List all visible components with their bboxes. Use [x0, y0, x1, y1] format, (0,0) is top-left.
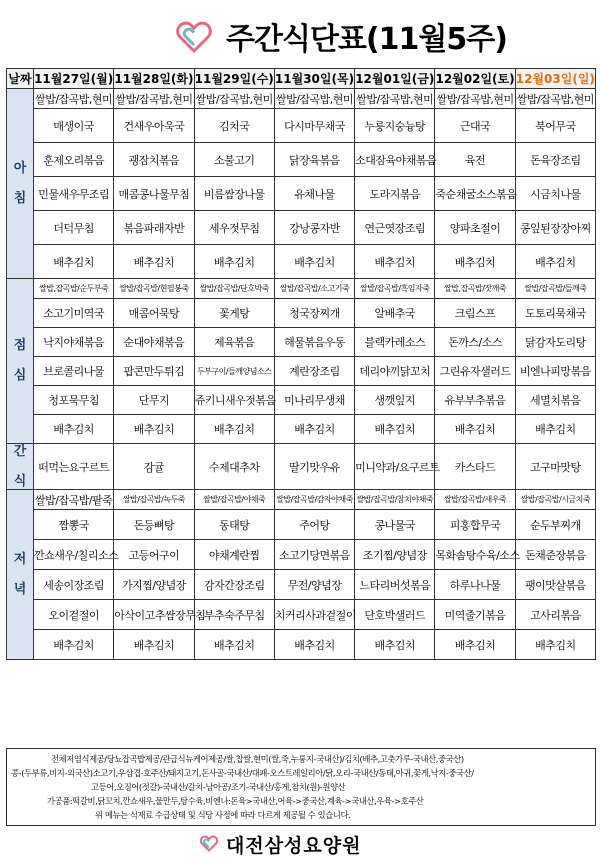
menu-item: 배추김치: [194, 630, 274, 660]
menu-item: 돈등뼈탕: [114, 510, 194, 540]
menu-item: 쌀밥/잡곡밥/흑임자죽: [355, 279, 435, 299]
menu-item: 배추김치: [274, 415, 354, 444]
menu-item: 세송이장조림: [34, 570, 114, 600]
menu-item: 비엔나피망볶음: [515, 357, 595, 386]
menu-item: 더덕무침: [34, 211, 114, 245]
menu-item: 훈제오리볶음: [34, 143, 114, 177]
menu-item: 배추김치: [435, 245, 515, 279]
menu-item: 감귤: [114, 444, 194, 490]
menu-item: 고사리볶음: [515, 600, 595, 630]
menu-item: 죽순채굴소스볶음: [435, 177, 515, 211]
header: [0, 0, 600, 68]
menu-item: 짬뽕국: [34, 510, 114, 540]
menu-item: 알배추국: [355, 299, 435, 328]
menu-item: 비름쌈장나물: [194, 177, 274, 211]
menu-item: 배추김치: [515, 630, 595, 660]
meal-label-char: 녁: [13, 581, 27, 597]
menu-item: 동태탕: [194, 510, 274, 540]
menu-row: [7, 444, 596, 490]
meal-label-breakfast: [7, 89, 34, 279]
menu-row: [7, 279, 596, 299]
menu-item: 배추김치: [355, 415, 435, 444]
menu-item: 부추숙주무침: [194, 600, 274, 630]
menu-item: 연근엿장조림: [355, 211, 435, 245]
menu-item: 쌀밥/잡곡밥/현필봉죽: [114, 279, 194, 299]
date-header: 12월02일(토): [435, 69, 515, 89]
menu-item: 육전: [435, 143, 515, 177]
menu-item: 배추김치: [34, 630, 114, 660]
menu-item: 치커리사과겉절이: [274, 600, 354, 630]
menu-item: 쌀밥/잡곡밥/단호박죽: [194, 279, 274, 299]
menu-item: 소고기미역국: [34, 299, 114, 328]
menu-item: 낙지야채볶음: [34, 328, 114, 357]
menu-item: 민물새우무조림: [34, 177, 114, 211]
menu-item: 콩잎된장장아찌: [515, 211, 595, 245]
date-header: 11월28일(화): [114, 69, 194, 89]
menu-row: [7, 510, 596, 540]
menu-item: 미역줄기볶음: [435, 600, 515, 630]
menu-item: 배추김치: [274, 245, 354, 279]
menu-item: 쌀밥/잡곡밥/시금치죽: [515, 490, 595, 510]
menu-item: 배추김치: [355, 630, 435, 660]
menu-item: 배추김치: [435, 415, 515, 444]
menu-row: [7, 89, 596, 109]
menu-item: 배추김치: [114, 630, 194, 660]
meal-label-char: 식: [13, 473, 27, 489]
menu-item: 돈채준장볶음: [515, 540, 595, 570]
corner-label: 날짜: [7, 69, 34, 89]
menu-row: [7, 211, 596, 245]
menu-item: 배추김치: [515, 415, 595, 444]
menu-item: 그린유자샐러드: [435, 357, 515, 386]
menu-row: [7, 357, 596, 386]
menu-item: 쌀밥/잡곡밥,현미: [34, 89, 114, 109]
menu-item: 팝콘만두튀김: [114, 357, 194, 386]
menu-item: 딸기맛우유: [274, 444, 354, 490]
menu-item: 쌀밥/잡곡밥,현미: [194, 89, 274, 109]
menu-item: 순두부찌개: [515, 510, 595, 540]
menu-row: [7, 109, 596, 143]
menu-item: 피홍합무국: [435, 510, 515, 540]
menu-item: 도토리묵채국: [515, 299, 595, 328]
menu-item: 생깻잎지: [355, 386, 435, 415]
menu-item: 매생이국: [34, 109, 114, 143]
menu-item: 블랙카레소스: [355, 328, 435, 357]
meal-label-char: 침: [13, 190, 27, 206]
menu-item: 다시마무채국: [274, 109, 354, 143]
menu-item: 청국장찌개: [274, 299, 354, 328]
date-header: 12월01일(금): [355, 69, 435, 89]
menu-item: 배추김치: [194, 415, 274, 444]
menu-item: 단무지: [114, 386, 194, 415]
menu-item: 단호박샐러드: [355, 600, 435, 630]
menu-item: 감자간장조림: [194, 570, 274, 600]
menu-item: 데리야끼닭꼬치: [355, 357, 435, 386]
menu-item: 무전/양념장: [274, 570, 354, 600]
menu-item: 배추김치: [34, 415, 114, 444]
meal-label-snack: [7, 444, 34, 490]
menu-row: [7, 143, 596, 177]
menu-item: 해물볶음우동: [274, 328, 354, 357]
menu-row: [7, 177, 596, 211]
menu-item: 야채계란찜: [194, 540, 274, 570]
menu-item: 청포묵무침: [34, 386, 114, 415]
menu-item: 떠먹는요구르트: [34, 444, 114, 490]
menu-item: 주어탕: [274, 510, 354, 540]
meal-label-char: 점: [13, 338, 27, 354]
menu-item: 매콤콩나물무침: [114, 177, 194, 211]
menu-item: 김치국: [194, 109, 274, 143]
menu-item: 도라지볶음: [355, 177, 435, 211]
menu-row: [7, 490, 596, 510]
menu-item: 쌀밥/잡곡밥,현미: [435, 89, 515, 109]
menu-item: 쌀밥/잡곡밥/들깨죽: [515, 279, 595, 299]
date-header: 11월29일(수): [194, 69, 274, 89]
menu-row: [7, 386, 596, 415]
menu-item: 쌀밥,잡곡밥/잣깨죽: [435, 279, 515, 299]
menu-item: 콩나물국: [355, 510, 435, 540]
menu-item: 배추김치: [435, 630, 515, 660]
meal-label-char: 저: [13, 552, 27, 568]
date-header: 11월30일(목): [274, 69, 354, 89]
menu-item: 오이겉절이: [34, 600, 114, 630]
menu-item: 누룽지숭늉탕: [355, 109, 435, 143]
menu-item: 미니약과/요구르트: [355, 444, 435, 490]
menu-item: 계란장조림: [274, 357, 354, 386]
menu-item: 배추김치: [274, 630, 354, 660]
meal-label-dinner: [7, 490, 34, 660]
menu-item: 쌀밥/잡곡밥,현미: [274, 89, 354, 109]
date-header: 11월27일(월): [34, 69, 114, 89]
menu-item: 순대야채볶음: [114, 328, 194, 357]
menu-item: 배추김치: [194, 245, 274, 279]
menu-item: 카스타드: [435, 444, 515, 490]
menu-item: 시금치나물: [515, 177, 595, 211]
menu-item: 쌀밥/잡곡밥/감자야채죽: [274, 490, 354, 510]
date-header-sunday: 12월03일(일): [515, 69, 595, 89]
facility-name: 대전삼성요양원: [226, 835, 362, 857]
menu-item: 유채나물: [274, 177, 354, 211]
menu-item: 돈육장조림: [515, 143, 595, 177]
note-line: 콩-(두부류,비지-외국산)소고기,우삼겹-호주산/돼지고기,돈사골-국내산/대패-오스트레일리아/닭,오리-국내산/동태,아귀,꽃게,낙지-중국산/: [11, 768, 474, 778]
menu-item: 양파초절이: [435, 211, 515, 245]
page-title: 주간식단표(11월5주): [226, 22, 507, 57]
menu-item: 가지찜/양념장: [114, 570, 194, 600]
meal-label-char: 간: [13, 444, 27, 459]
menu-item: 근대국: [435, 109, 515, 143]
menu-item: 아삭이고추쌈장무침: [114, 600, 194, 630]
meal-label-char: 심: [13, 368, 27, 383]
menu-item: 수제대추차: [194, 444, 274, 490]
date-header-row: [7, 69, 596, 89]
menu-row: [7, 570, 596, 600]
menu-item: 고구마맛탕: [515, 444, 595, 490]
menu-item: 닭감자도리탕: [515, 328, 595, 357]
menu-item: 꽃게탕: [194, 299, 274, 328]
menu-item: 돈까스/소스: [435, 328, 515, 357]
menu-item: 두부구이/들깨양념소스: [194, 357, 274, 386]
menu-item: 배추김치: [34, 245, 114, 279]
meal-label-lunch: [7, 279, 34, 444]
note-line: 전체저염식제공/당뇨잡곡밥제공/관급식뉴케어제공/쌀,찹쌀,현미(쌀,죽,누룽지-국내산)/김치(배추,고춧가루-국내산,중국산): [51, 754, 464, 764]
menu-item: 매콤어묵탕: [114, 299, 194, 328]
menu-item: 소불고기: [194, 143, 274, 177]
menu-item: 건새우아욱국: [114, 109, 194, 143]
menu-item: 강낭콩자반: [274, 211, 354, 245]
menu-item: 고등어구이: [114, 540, 194, 570]
menu-item: 배추김치: [114, 245, 194, 279]
menu-item: 하루나나물: [435, 570, 515, 600]
menu-row: [7, 245, 596, 279]
menu-item: 유부부추볶음: [435, 386, 515, 415]
menu-row: [7, 415, 596, 444]
menu-item: 세멸치볶음: [515, 386, 595, 415]
menu-row: [7, 540, 596, 570]
menu-item: 쌀밥/잡곡밥,현미: [355, 89, 435, 109]
menu-item: 브로콜리나물: [34, 357, 114, 386]
menu-item: 깐쇼새우/칠리소스: [34, 540, 114, 570]
heart-logo-icon: [200, 834, 218, 852]
notes-box: [6, 748, 596, 826]
menu-item: 쌀밥/잡곡밥/새우죽: [435, 490, 515, 510]
menu-item: 제육볶음: [194, 328, 274, 357]
menu-item: 쌀밥/잡곡밥/녹두죽: [114, 490, 194, 510]
menu-table: [6, 68, 596, 660]
note-line: 고등어,오징어(젓갈)-국내산/갈치-남아공/조기-국내산/홍게,참치(원)-원양산: [91, 782, 346, 792]
menu-item: 세우젓무침: [194, 211, 274, 245]
menu-item: 미나리무생채: [274, 386, 354, 415]
menu-row: [7, 600, 596, 630]
menu-item: 쥬키니새우젓볶음: [194, 386, 274, 415]
menu-item: 쌀밥/잡곡밥/참치야채죽: [355, 490, 435, 510]
footer: [0, 828, 600, 861]
menu-row: [7, 299, 596, 328]
menu-item: 느타리버섯볶음: [355, 570, 435, 600]
menu-row: [7, 328, 596, 357]
menu-item: 닭장육볶음: [274, 143, 354, 177]
menu-item: 팽이맛살볶음: [515, 570, 595, 600]
note-line: 가공품:떡갈비,닭꼬치,깐쇼새우,물만두,탕수육,비엔나:돈육>국내산,어육->중국산,계육->국내산,우육->호주산: [47, 796, 424, 806]
menu-item: 쌀밥/잡곡밥,현미: [114, 89, 194, 109]
menu-item: 목화솜탕수육/소스: [435, 540, 515, 570]
menu-item: 쌀밥/잡곡밥/팥죽: [34, 490, 114, 510]
menu-item: 크림스프: [435, 299, 515, 328]
menu-item: 소대잠육야채볶음: [355, 143, 435, 177]
menu-item: 북어무국: [515, 109, 595, 143]
menu-item: 소고기당면볶음: [274, 540, 354, 570]
menu-row: [7, 630, 596, 660]
menu-item: 볶음파래자반: [114, 211, 194, 245]
menu-item: 배추김치: [114, 415, 194, 444]
menu-item: 쌀밥,잡곡밥/순두부죽: [34, 279, 114, 299]
menu-item: 쌀밥/잡곡밥/소고기죽: [274, 279, 354, 299]
menu-item: 괭잠치볶음: [114, 143, 194, 177]
menu-item: 배추김치: [515, 245, 595, 279]
menu-item: 쌀밥/잡곡밥/야채죽: [194, 490, 274, 510]
note-line: 위 메뉴는 식재료 수급상태 및 식당 사정에 따라 다르게 제공될 수 있습니다.: [95, 810, 351, 820]
menu-item: 쌀밥/잡곡밥,현미: [515, 89, 595, 109]
menu-item: 조기찜/양념장: [355, 540, 435, 570]
heart-logo-icon: [176, 18, 212, 54]
menu-item: 배추김치: [355, 245, 435, 279]
meal-label-char: 아: [13, 160, 27, 176]
